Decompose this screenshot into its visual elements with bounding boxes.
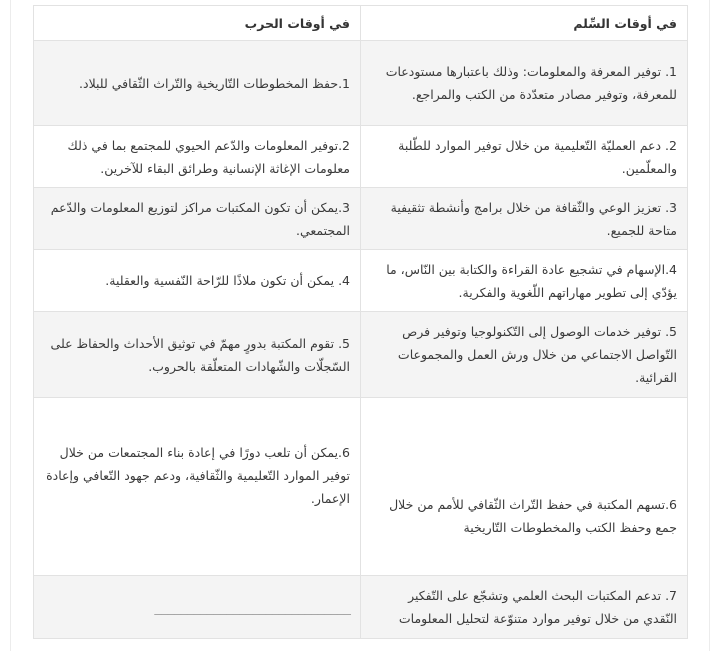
table-row: [34, 41, 688, 126]
cell-war-1: 1.حفظ المخطوطات التّاريخية والتّراث الثّقافي للبلاد.: [34, 41, 361, 126]
header-war: في أوقات الحرب: [34, 6, 361, 41]
cell-war-3: 3.يمكن أن تكون المكتبات مراكز لتوزيع المعلومات والدّعم المجتمعي.: [34, 188, 361, 250]
table-row: [34, 576, 688, 639]
cell-war-5: 5. تقوم المكتبة بدورٍ مهمّ في توثيق الأحداث والحفاظ على السّجلّات والشّهادات المتعلّقة بالحروب.: [34, 312, 361, 398]
cell-peace-3: 3. تعزيز الوعي والثّقافة من خلال برامج وأنشطة تثقيفية متاحة للجميع.: [361, 188, 688, 250]
cell-war-4: 4. يمكن أن تكون ملاذًا للرّاحة النّفسية والعقلية.: [34, 250, 361, 312]
cell-peace-7: 7. تدعم المكتبات البحث العلمي وتشجّع على التّفكير النّقدي من خلال توفير موارد متنوّعة لتحليل المعلومات: [361, 576, 688, 639]
blank-line: ______________________________: [154, 599, 350, 615]
cell-peace-1: 1. توفير المعرفة والمعلومات: وذلك باعتبارها مستودعات للمعرفة، وتوفير مصادر متعدّدة من الكتب والمراجع.: [361, 41, 688, 126]
cell-war-6: 6.يمكن أن تلعب دورًا في إعادة بناء المجتمعات من خلال توفير الموارد التّعليمية والثّقافية، ودعم جهود التّعافي وإعادة الإعمار.: [34, 398, 361, 576]
table-row: [34, 250, 688, 312]
table-row: [34, 188, 688, 250]
table-row: [34, 312, 688, 398]
cell-war-2: 2.توفير المعلومات والدّعم الحيوي للمجتمع بما في ذلك معلومات الإغاثة الإنسانية وطرائق البقاء للآخرين.: [34, 126, 361, 188]
cell-peace-2: 2. دعم العمليّة التّعليمية من خلال توفير الموارد للطّلبة والمعلّمين.: [361, 126, 688, 188]
table-row: [34, 398, 688, 576]
header-peace: في أوقات السِّلم: [361, 6, 688, 41]
table-row: [34, 126, 688, 188]
cell-war-7: [34, 576, 361, 639]
table-header-row: [34, 6, 688, 41]
cell-peace-6: 6.تسهم المكتبة في حفظ التّراث الثّقافي للأمم من خلال جمع وحفظ الكتب والمخطوطات التّاريخية: [361, 398, 688, 576]
cell-peace-4: 4.الإسهام في تشجيع عادة القراءة والكتابة بين النّاس، ما يؤدّي إلى تطوير مهاراتهم اللّغوية والفكرية.: [361, 250, 688, 312]
comparison-table: [33, 5, 688, 639]
cell-peace-5: 5. توفير خدمات الوصول إلى التّكنولوجيا وتوفير فرص التّواصل الاجتماعي من خلال ورش العمل والمجموعات القرائية.: [361, 312, 688, 398]
